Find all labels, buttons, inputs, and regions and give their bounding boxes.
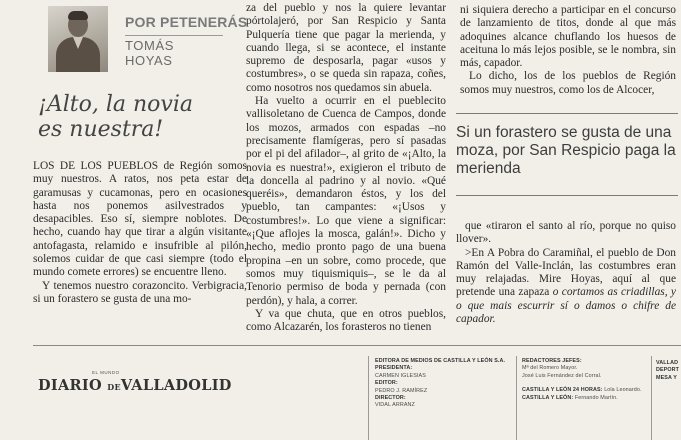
paragraph: LOS DE LOS PUEBLOS de Región somos muy nuestros. A ratos, nos peta estar de garamusas y cucamonas, pero en ocasiones hasta nos ponemos asilvestrados y desapacibles. Eso sí, siempre noblotes. De hecho, cuando hay que tirar a algún visitante antofagasta, relamido e insufrible al pilón, solemos cuidar de que casi siempre (todo el mundo comete errores) se encuentre lleno. <box>33 160 247 279</box>
pullquote: Si un forastero se gusta de una moza, por San Respicio paga la merienda <box>456 124 676 177</box>
headline-line-1: ¡Alto, la novia <box>38 92 193 117</box>
pullquote-top-rule <box>456 113 678 114</box>
galician-quote: o cortamos as criadillas, y o que mais escurrir sí o damos o chifre de capador. <box>456 286 676 326</box>
newspaper-masthead: DIARIO DEVALLADOLID <box>38 377 232 394</box>
footer-separator <box>368 356 369 440</box>
footer-divider <box>33 345 681 346</box>
article-headline <box>38 92 243 142</box>
footer-separator <box>651 356 652 440</box>
body-column-3-top <box>460 4 676 97</box>
author-divider <box>125 35 223 36</box>
paragraph: Y va que chuta, que en otros pueblos, como Alcazarén, los forasteros no tienen <box>246 307 446 334</box>
author-name <box>125 38 174 68</box>
body-column-2 <box>246 2 446 334</box>
headline-line-2: es nuestra! <box>38 117 164 142</box>
paragraph: que «tiraron el santo al río, porque no quiso llover». <box>456 220 676 246</box>
paragraph: Ha vuelto a ocurrir en el pueblecito vallisoletano de Cuenca de Campos, donde los mozos, armados con espadas –no precisamente flamígeras, pero sí pasadas por el pi del afilador–, al grito de «¡Alto, la novia es nuestra!», exigieron el tributo de la doncella al padrino y al novio. «Qué queréis», demandaron éstos, y los del pueblo, tan campantes: «¡Usos y costumbres!». Lo que viene a significar: «¡Que aflojes la mosca, galán!». Dicho y hecho, medio pronto pago de una buena propina –en un sobre, como procede, que somos muy tiquismiquis–, se le da al Tenorio permiso de boda y pernada (con perdón), y hala, a correr. <box>246 95 446 307</box>
paragraph: ni siquiera derecho a participar en el concurso de lanzamiento de titos, donde al que más adoquines alcance chuflando los huesos de aceituna lo más lejos posible, se le nombra, sin más, capador. <box>460 4 676 70</box>
credits-editors: REDACTORES JEFES: Mª del Romero Mayor. José Luis Fernández del Corral. CASTILLA Y LEÓN 24 HORAS: Lola Leonardo. CASTILLA Y LEÓN: Fernando Martín. <box>522 358 642 401</box>
credits-publisher: EDITORA DE MEDIOS DE CASTILLA Y LEÓN S.A. PRESIDENTA: CARMEN IGLESIAS EDITOR: PEDRO J. RAMÍREZ DIRECTOR: VIDAL ARRANZ <box>375 358 506 409</box>
author-last-name: HOYAS <box>125 53 173 68</box>
paragraph: Y tenemos nuestro corazoncito. Verbigracia, si un forastero se gusta de una mo- <box>33 279 247 305</box>
paragraph: Lo dicho, los de los pueblos de Región somos muy nuestros, como los de Alcocer, <box>460 70 676 96</box>
column-section-title: POR PETENERÁS <box>125 14 248 30</box>
author-first-name: TOMÁS <box>125 38 174 53</box>
pullquote-bottom-rule <box>456 195 678 196</box>
body-column-3-bottom <box>456 220 676 326</box>
lead-in: LOS DE LOS PUEBLOS <box>33 160 159 172</box>
masthead-overline: EL MUNDO <box>92 370 120 375</box>
author-photo <box>48 6 108 72</box>
body-column-1 <box>33 160 247 306</box>
footer-separator <box>516 356 517 440</box>
credits-sections: VALLAD DEPORT MESA Y <box>656 360 680 381</box>
paragraph: za del pueblo y nos la quiere levantar pórtolajeró, por San Respicio y Santa Pulquería tiene que pagar la merienda, y cuando llega, si se acontece, el instante supremo de desposarla, pagar «usos y costumbres», o se queda sin rapaza, coñes, como nosotros nos quedamos sin abuela. <box>246 2 446 94</box>
paragraph: >En A Pobra do Caramiñal, el pueblo de Don Ramón del Valle-Inclán, las costumbres eran muy relajadas. Mire Hoyas, aquí al que pretende una zapaza o cortamos as criadillas, y o que mais escurrir sí o damos o chifre de capador. <box>456 246 676 326</box>
